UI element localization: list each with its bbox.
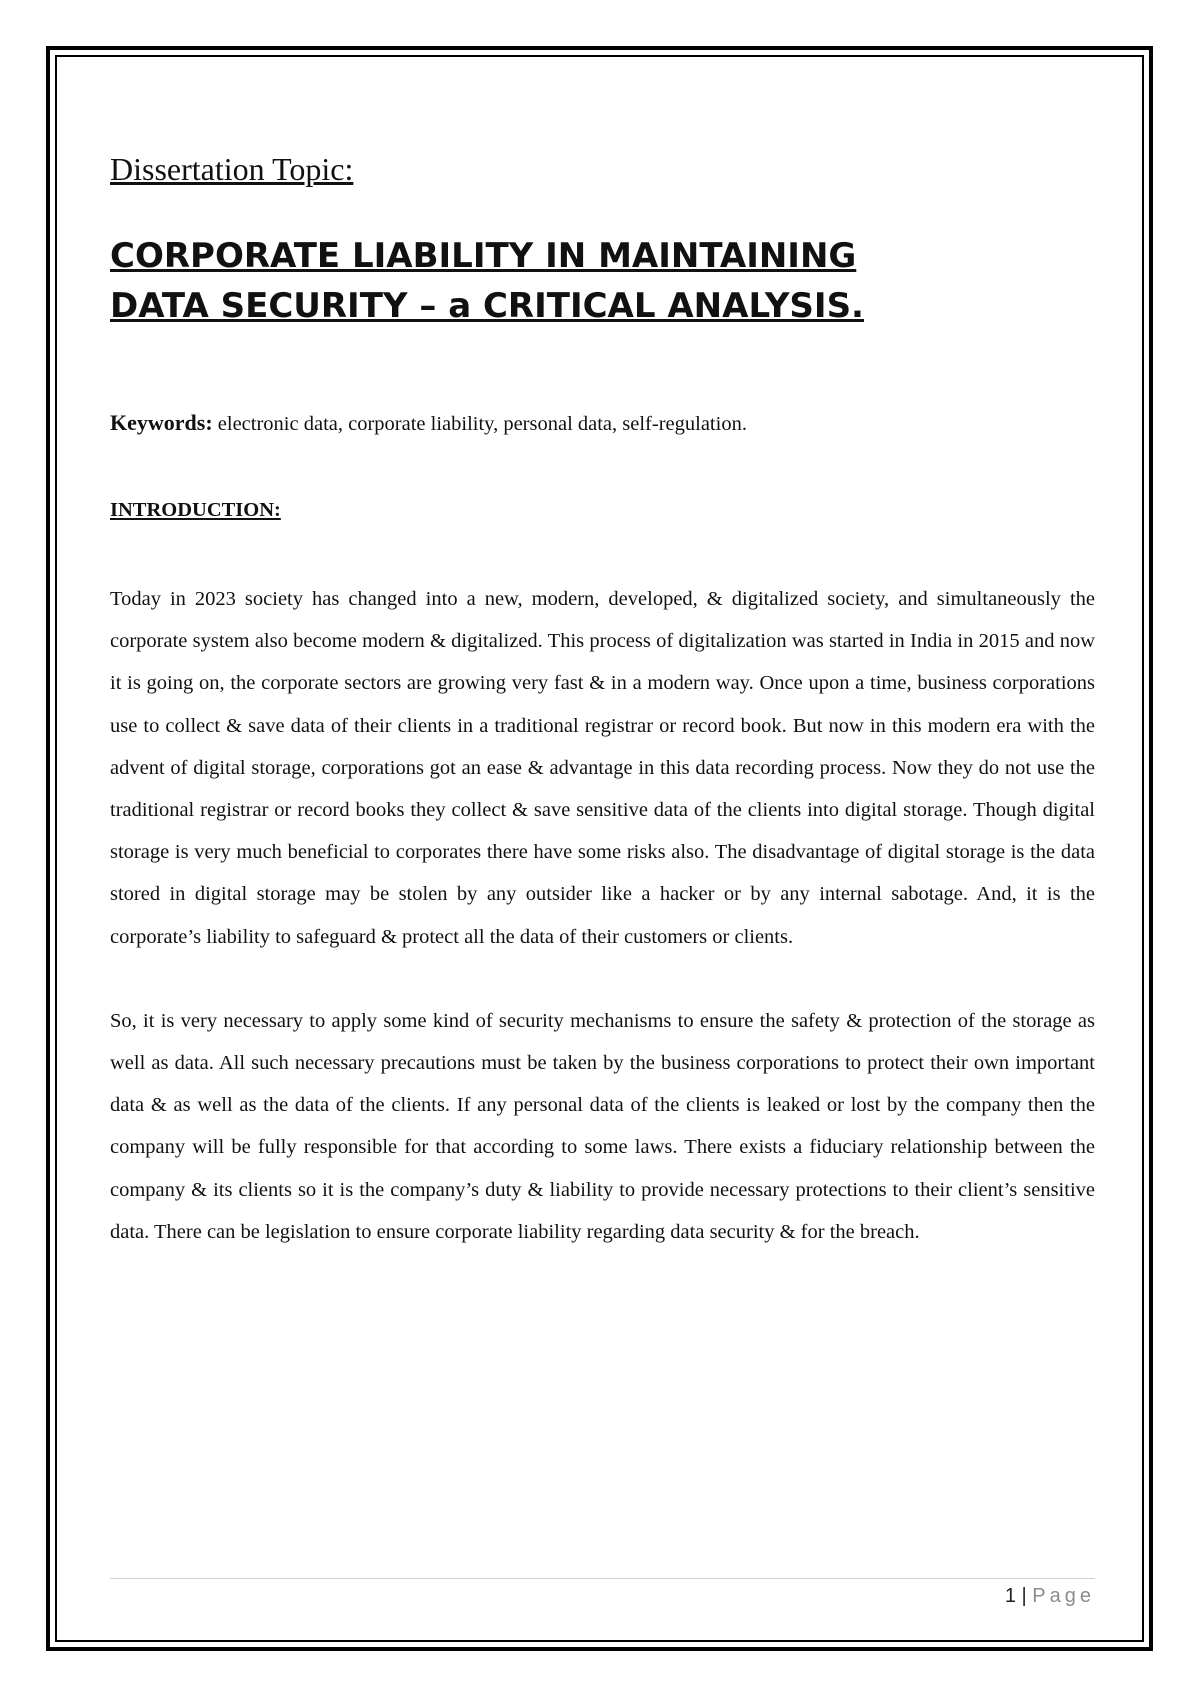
page-number: 1 [1004,1585,1016,1607]
keywords-line [110,409,1095,438]
page-word: Page [1032,1585,1095,1607]
document-title [110,231,1095,331]
page-footer [1005,1585,1095,1608]
keywords-label: Keywords: [110,410,213,435]
section-heading: INTRODUCTION: [110,499,281,521]
title-line-2: DATA SECURITY – a CRITICAL ANALYSIS. [110,286,864,326]
title-line-1: CORPORATE LIABILITY IN MAINTAINING [110,236,857,276]
footer-divider [110,1578,1095,1579]
paragraph: So, it is very necessary to apply some kind of security mechanisms to ensure the safety & protection of the storage as well as data. All such necessary precautions must be taken by the business corporations to protect their own important data & as well as the data of the clients. If any personal data of the clients is leaked or lost by the company then the company will be fully responsible for that according to some laws. There exists a fiduciary relationship between the company & its clients so it is the company’s duty & liability to provide necessary protections to their client’s sensitive data. There can be legislation to ensure corporate liability regarding data security & for the breach. [110,1009,1095,1243]
keywords-text: electronic data, corporate liability, personal data, self-regulation. [212,413,747,435]
paragraph: Today in 2023 society has changed into a new, modern, developed, & digitalized society, and simultaneously the corporate system also become modern & digitalized. This process of digitalization was started in India in 2015 and now it is going on, the corporate sectors are growing very fast & in a modern way. Once upon a time, business corporations use to collect & save data of their clients in a traditional registrar or record book. But now in this modern era with the advent of digital storage, corporations got an ease & advantage in this data recording process. Now they do not use the traditional registrar or record books they collect & save sensitive data of the clients into digital storage. Though digital storage is very much beneficial to corporates there have some risks also. The disadvantage of digital storage is the data stored in digital storage may be stolen by any outsider like a hacker or by any internal sabotage. And, it is the corporate’s liability to safeguard & protect all the data of their customers or clients. [110,588,1095,948]
page-separator: | [1015,1585,1033,1607]
dissertation-topic-label: Dissertation Topic: [110,151,354,187]
document-body [110,150,1095,1253]
